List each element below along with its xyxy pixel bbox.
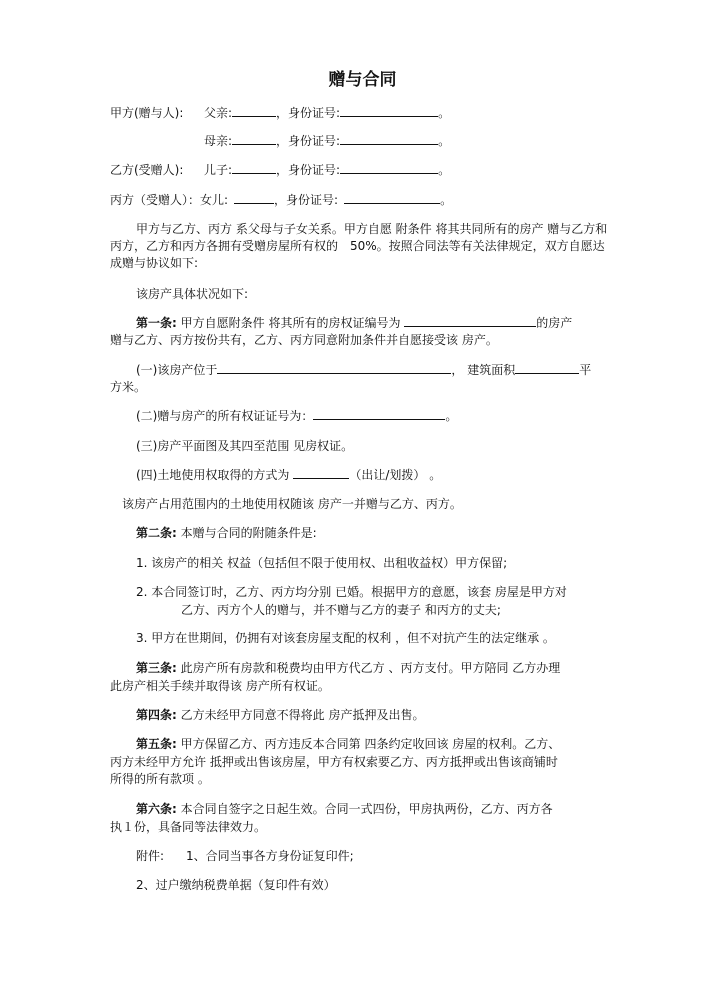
mother-id-label: ，身份证号: [276,134,341,148]
mother-id-blank [340,132,438,145]
line-end: 。 [438,106,451,120]
attachment-line-1 [136,847,636,865]
party-a-label: 甲方(赠与人): [110,106,184,120]
article-4-line: 第四条: 乙方未经甲方同意不得将此 房产抵押及出售。 [136,708,425,722]
attachment-item-1: 1、合同当事各方身份证复印件; [186,849,354,863]
condition-2-line-1: 2. 本合同签订时，乙方、丙方均分别 已婚。根据甲方的意愿，该套 房屋是甲方对 [136,585,567,599]
party-c-label: 丙方（受赠人）：女儿: [110,193,229,207]
article-6-line-1: 第六条: 本合同自签字之日起生效。合同一式四份，甲房执两份，乙方、丙方各 [136,802,553,816]
item-4-line: (四)土地使用权取得的方式为 （出让/划拨） 。 [136,468,442,482]
son-id-blank [340,161,438,174]
condition-1: 1. 该房产的相关 权益（包括但不限于使用权、出租收益权）甲方保留; [136,556,508,570]
daughter-name-blank [234,191,274,204]
item-1-line-1: (一)该房产位于 ， 建筑面积 平 [136,363,592,377]
area-blank [515,361,579,374]
article-1-heading: 第一条: [136,316,177,330]
article-3-line-2: 此房产相关手续并取得该 房产所有权证。 [110,679,330,693]
land-note: 该房产占用范围内的土地使用权随该 房产一并赠与乙方、丙方。 [122,497,462,511]
daughter-id-blank [344,191,440,204]
father-id-label: ，身份证号: [276,106,341,120]
article-2-heading: 第二条: [136,526,177,540]
document-title: 赠与合同 [328,70,397,90]
certificate-number-blank [404,314,536,327]
article-4-heading: 第四条: [136,708,177,722]
son-name-blank [232,161,276,174]
item-1-line-2: 方米。 [110,380,147,394]
house-status-heading: 该房产具体状况如下: [136,287,249,301]
condition-2-line-2: 乙方、丙方个人的赠与，并不赠与乙方的妻子 和丙方的丈夫; [181,603,501,617]
article-1-line-2: 赠与乙方、丙方按份共有，乙方、丙方同意附加条件并自愿接受该 房产。 [110,333,498,347]
ownership-certificate-blank [313,407,445,420]
father-label: 父亲: [204,106,233,120]
land-acquisition-blank [293,466,349,479]
line-end: 。 [438,134,451,148]
father-name-blank [232,104,276,117]
son-id-label: ，身份证号: [276,163,341,177]
son-label: 儿子: [204,163,233,177]
article-5-line-2: 丙方未经甲方允许 抵押或出售该房屋，甲方有权索要乙方、丙方抵押或出售该商铺时 [110,755,558,769]
article-1-line-1: 第一条: 甲方自愿附条件 将其所有的房权证编号为 的房产 [136,316,573,330]
article-5-heading: 第五条: [136,737,177,751]
location-blank [217,361,451,374]
article-6-line-2: 执１份，具备同等法律效力。 [110,820,267,834]
article-5-line-1: 第五条: 甲方保留乙方、丙方违反本合同第 四条约定收回该 房屋的权利。乙方、 [136,737,561,751]
party-c-line [110,191,610,209]
party-b-label: 乙方(受赠人): [110,163,184,177]
item-2-line: (二)赠与房产的所有权证证号为： 。 [136,409,458,423]
father-id-blank [340,104,438,117]
attachment-label: 附件: [136,849,165,863]
line-end: 。 [440,193,453,207]
mother-name-blank [232,132,276,145]
article-3-heading: 第三条: [136,661,177,675]
line-end: 。 [438,163,451,177]
attachment-item-2: 2、过户缴纳税费单据（复印件有效） [136,878,336,892]
article-3-line-1: 第三条: 此房产所有房款和税费均由甲方代乙方 、丙方支付。甲方陪同 乙方办理 [136,661,561,675]
mother-label: 母亲: [204,134,233,148]
item-3-line: (三)房产平面图及其四至范围 见房权证。 [136,439,354,453]
article-2-line: 第二条: 本赠与合同的附随条件是: [136,526,317,540]
article-6-heading: 第六条: [136,802,177,816]
condition-3: 3. 甲方在世期间，仍拥有对该套房屋支配的权利 ，但不对抗产生的法定继承 。 [136,631,555,645]
intro-paragraph: 甲方与乙方、丙方 系父母与子女关系。甲方自愿 附条件 将其共同所有的房产 赠与乙方和丙方，乙方和丙方各拥有受赠房屋所有权的 50%。按照合同法等有关法律规定，双方自愿达成赠与协议如下: [110,222,608,270]
daughter-id-label: ，身份证号: [274,193,339,207]
article-5-line-3: 所得的所有款项 。 [110,772,210,786]
